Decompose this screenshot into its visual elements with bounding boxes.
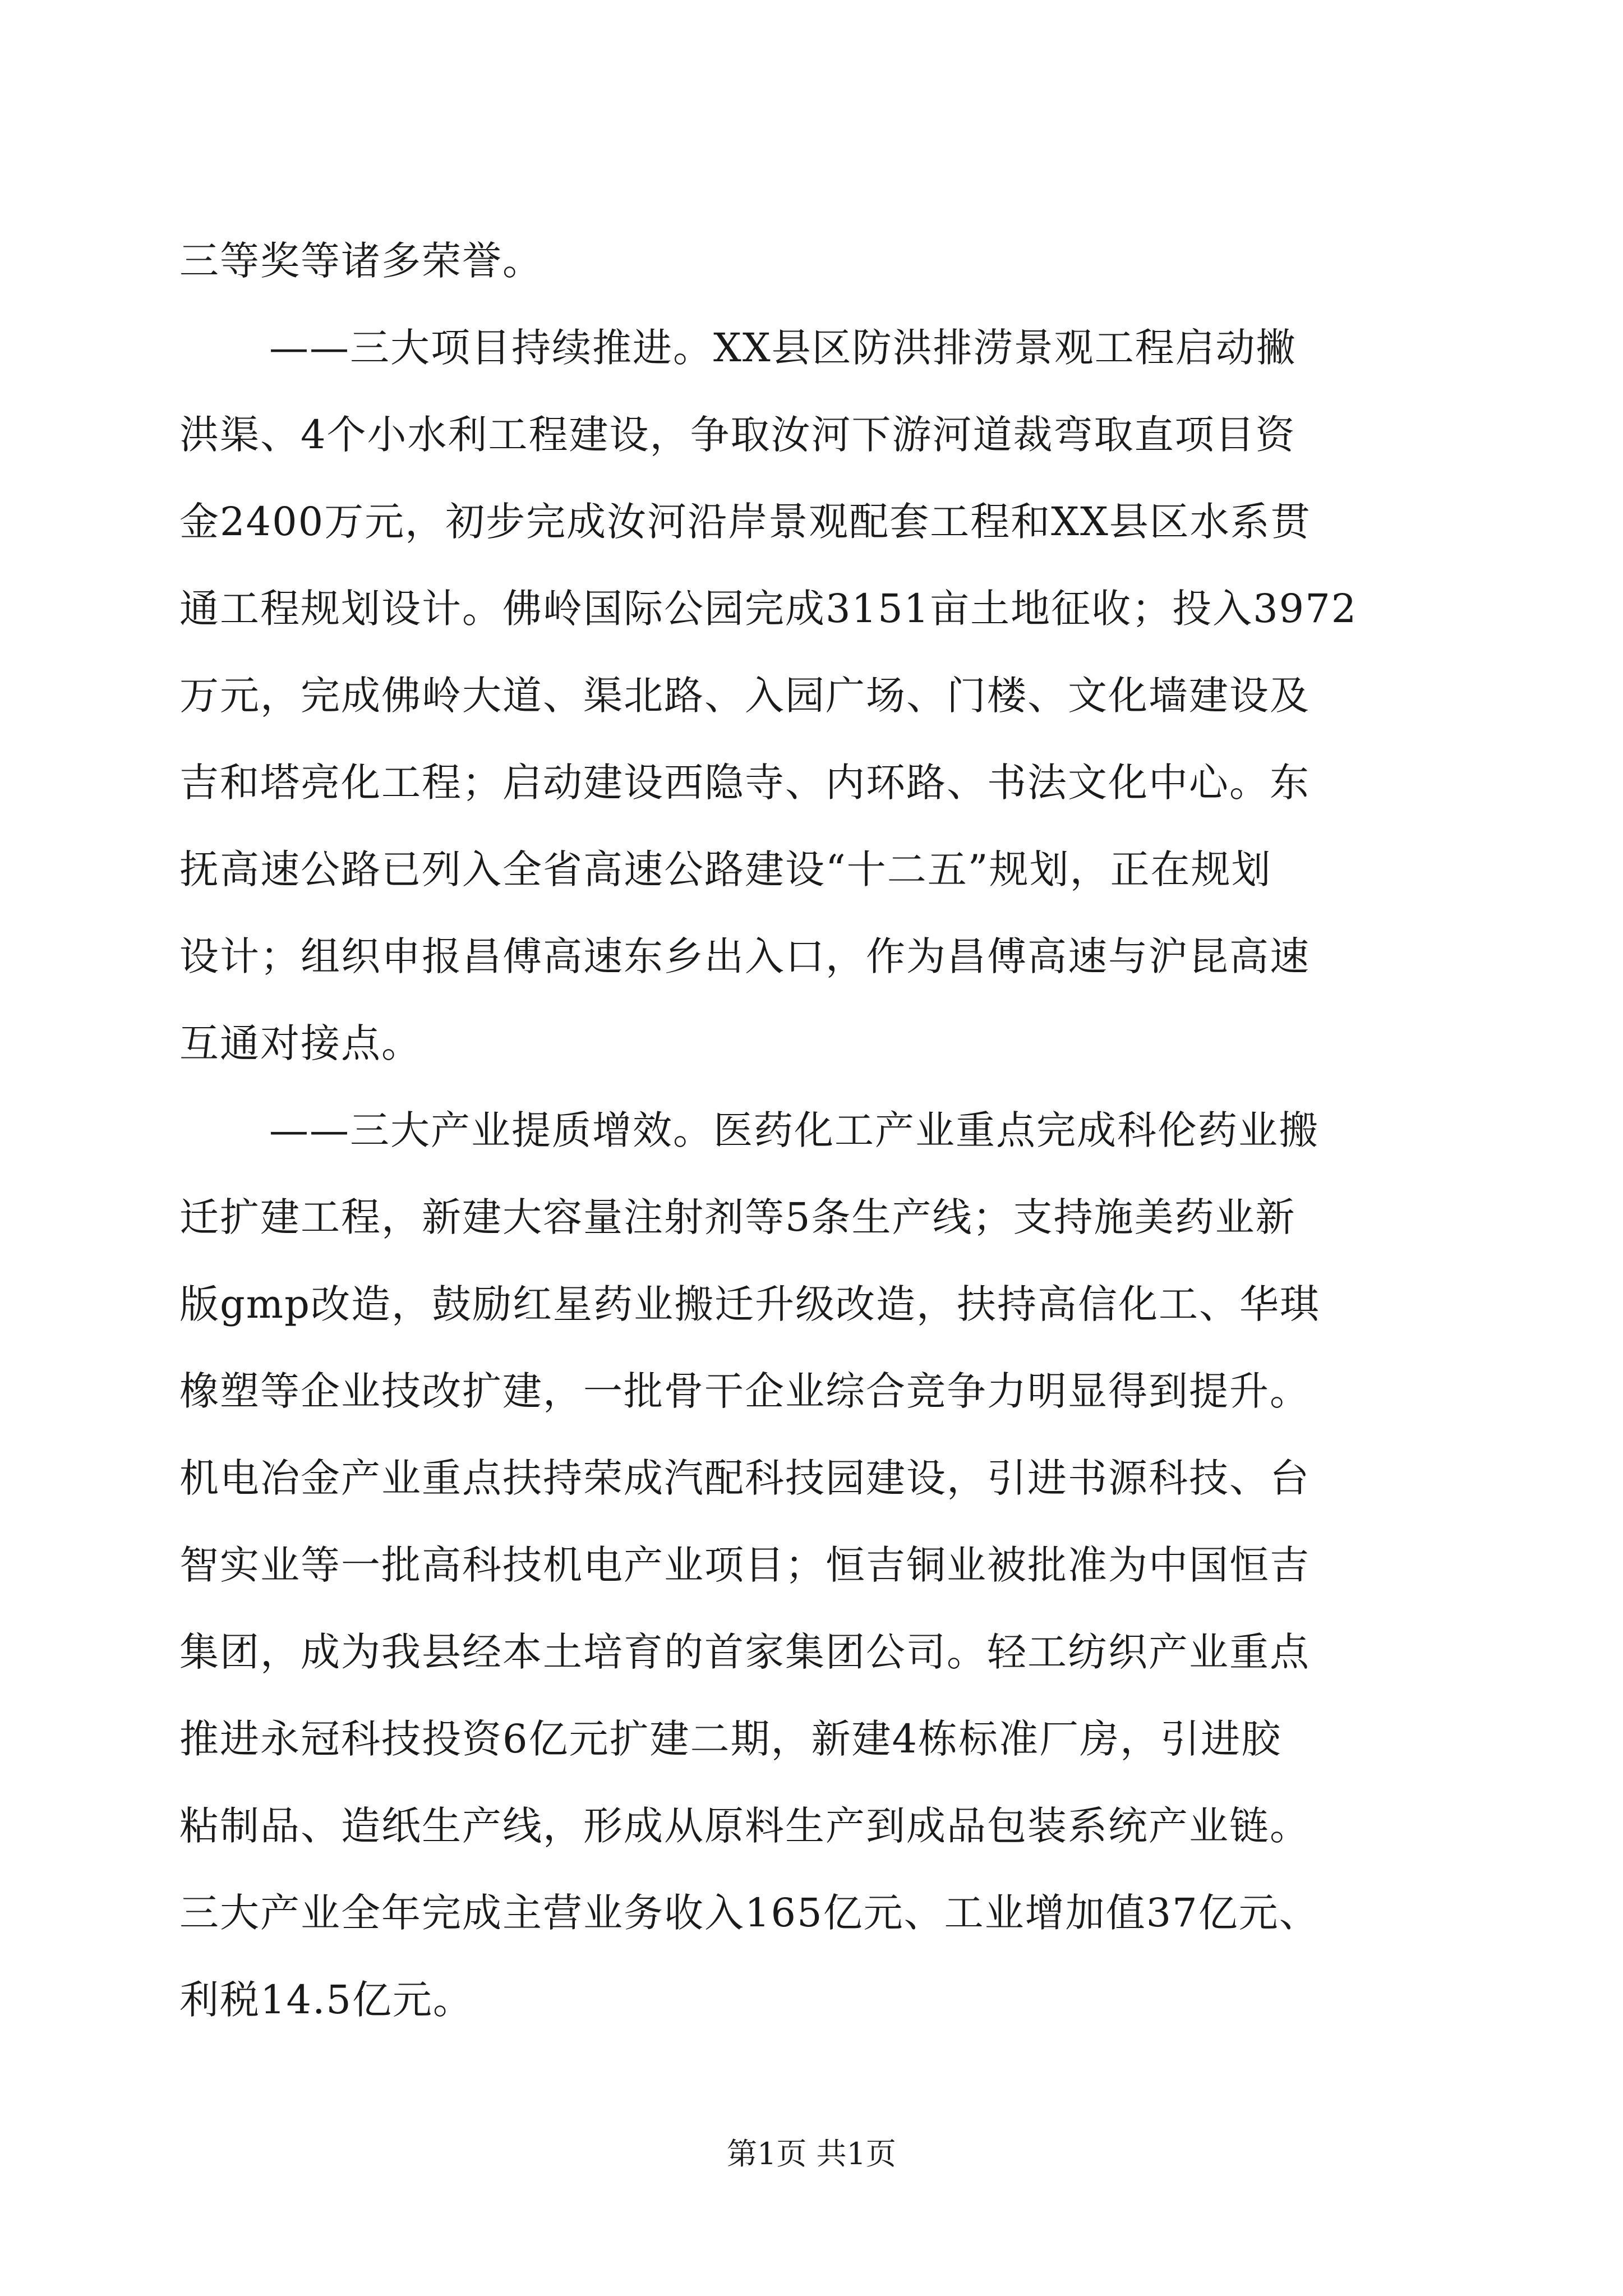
text-line: 通工程规划设计。佛岭国际公园完成3151亩土地征收；投入3972 [179,586,1358,632]
text-line: 利税14.5亿元。 [179,1977,473,2023]
text-line: 迁扩建工程，新建大容量注射剂等5条生产线；支持施美药业新 [179,1194,1296,1240]
page-number-footer: 第1页 共1页 [727,2136,896,2171]
text-line: 粘制品、造纸生产线，形成从原料生产到成品包装系统产业链。 [179,1803,1310,1849]
text-line: 互通对接点。 [179,1020,422,1066]
text-line: 推进永冠科技投资6亿元扩建二期，新建4栋标准厂房，引进胶 [179,1716,1282,1762]
text-line: 版gmp改造，鼓励红星药业搬迁升级改造，扶持高信化工、华琪 [179,1281,1320,1327]
text-line: 抚高速公路已列入全省高速公路建设“十二五”规划，正在规划 [179,846,1272,892]
text-line: 三大产业全年完成主营业务收入165亿元、工业增加值37亿元、 [179,1890,1320,1936]
text-line: 智实业等一批高科技机电产业项目；恒吉铜业被批准为中国恒吉 [179,1542,1310,1588]
text-line: ——三大项目持续推进。XX县区防洪排涝景观工程启动撇 [269,325,1297,371]
text-line: 万元，完成佛岭大道、渠北路、入园广场、门楼、文化墙建设及 [179,673,1310,719]
text-line: 机电冶金产业重点扶持荣成汽配科技园建设，引进书源科技、台 [179,1455,1310,1501]
text-line: 吉和塔亮化工程；启动建设西隐寺、内环路、书法文化中心。东 [179,760,1310,806]
text-line: 集团，成为我县经本土培育的首家集团公司。轻工纺织产业重点 [179,1629,1310,1675]
text-line: 金2400万元，初步完成汝河沿岸景观配套工程和XX县区水系贯 [179,499,1311,545]
text-line: ——三大产业提质增效。医药化工产业重点完成科伦药业搬 [269,1107,1319,1153]
text-line: 设计；组织申报昌傅高速东乡出入口，作为昌傅高速与沪昆高速 [179,933,1310,979]
text-line: 橡塑等企业技改扩建，一批骨干企业综合竞争力明显得到提升。 [179,1368,1310,1414]
text-line: 洪渠、4个小水利工程建设，争取汝河下游河道裁弯取直项目资 [179,412,1296,458]
text-line: 三等奖等诸多荣誉。 [179,238,543,284]
